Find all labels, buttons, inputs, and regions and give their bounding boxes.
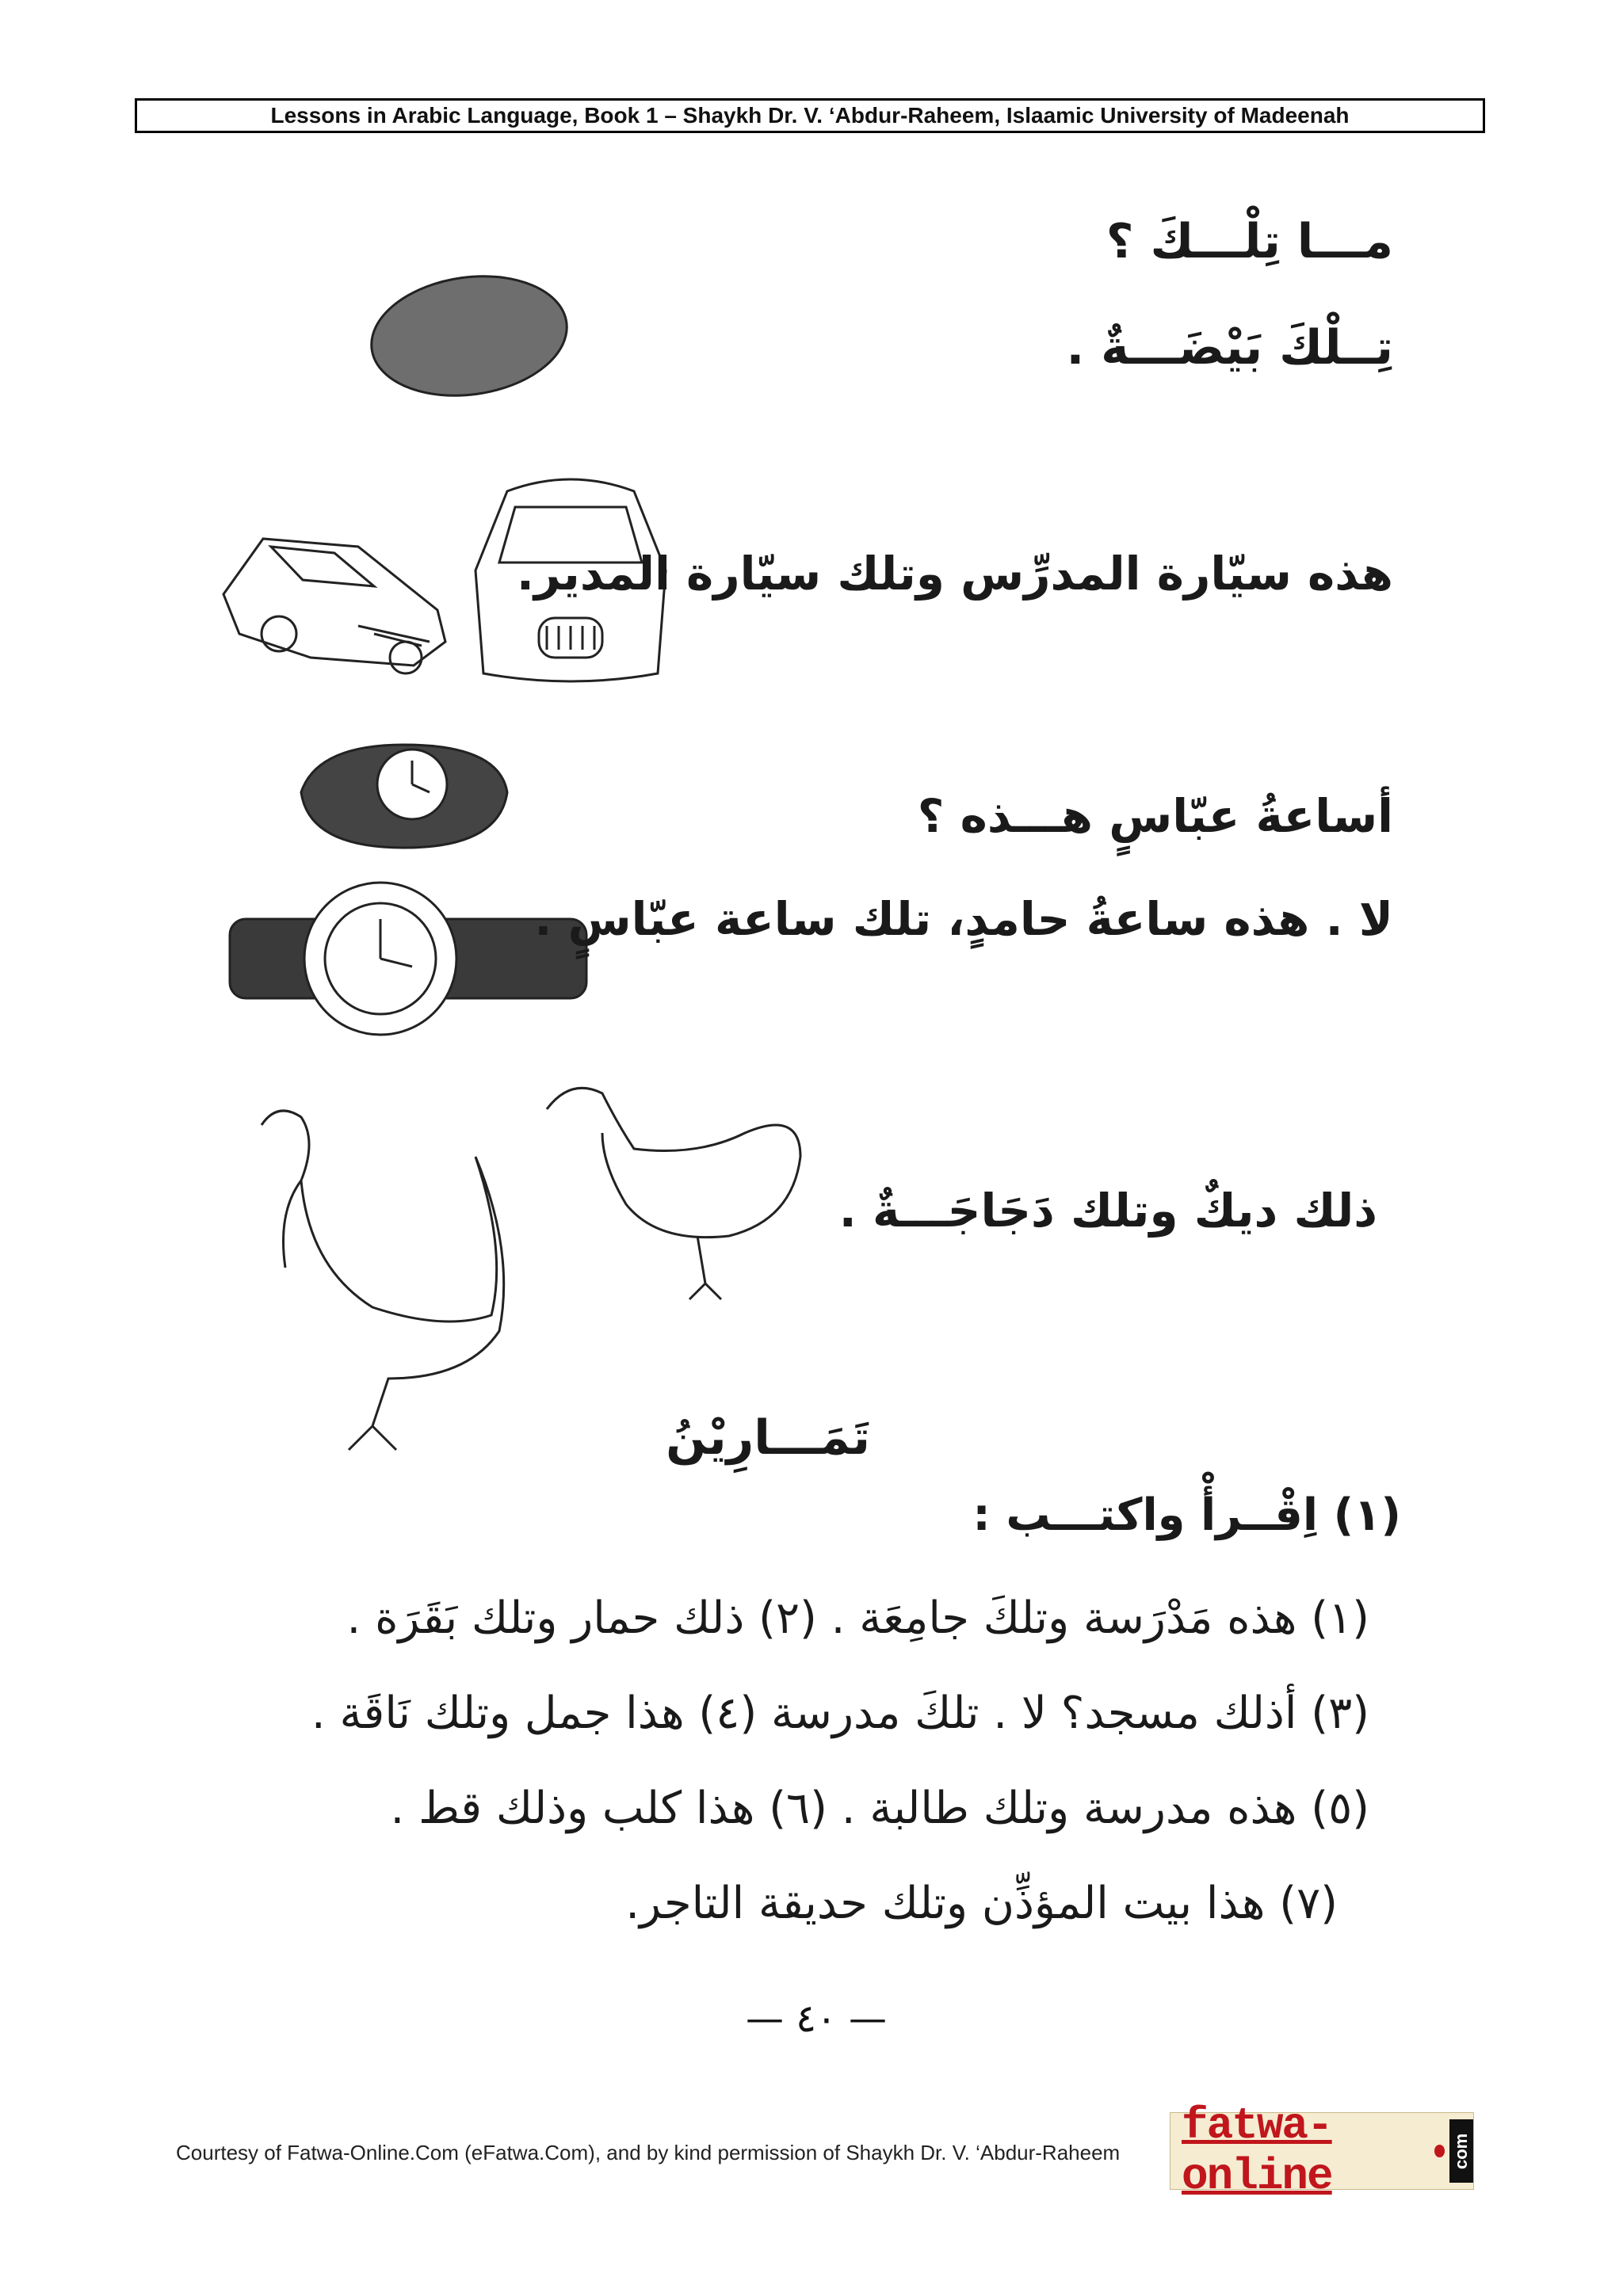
logo-com-badge: com (1449, 2119, 1473, 2183)
sentence-chickens: ذلك ديكٌ وتلك دَجَاجَـــةٌ . (838, 1184, 1377, 1238)
rooster-illustration (230, 1093, 523, 1458)
exercise-instruction: (١) اِقْــرأْ واكتـــب : (972, 1489, 1401, 1541)
answer-watch: لا . هذه ساعةُ حامدٍ، تلك ساعة عبّاسٍ . (534, 892, 1393, 946)
question-what-is-that: مـــا تِلْـــكَ ؟ (1106, 214, 1393, 269)
exercise-line-3: (٥) هذه مدرسة وتلك طالبة . (٦) هذا كلب وذلك قط . (390, 1783, 1369, 1834)
logo-dot-icon (1434, 2145, 1445, 2157)
egg-illustration (366, 273, 572, 399)
fatwa-online-logo[interactable] (1170, 2100, 1474, 2202)
wristwatch-small-illustration (285, 729, 523, 864)
question-whose-watch: أساعةُ عبّاسٍ هـــذه ؟ (917, 789, 1393, 843)
exercises-heading: تَمَـــارِيْنُ (666, 1410, 870, 1466)
exercise-line-2: (٣) أذلك مسجد؟ لا . تلكَ مدرسة (٤) هذا جمل وتلك نَاقَة . (311, 1688, 1369, 1739)
exercise-line-1: (١) هذه مَدْرَسة وتلكَ جامِعَة . (٢) ذلك حمار وتلك بَقَرَة . (346, 1592, 1369, 1644)
sentence-cars: هذه سيّارة المدرِّس وتلك سيّارة المدير. (516, 547, 1393, 601)
car-side-illustration (216, 507, 453, 681)
answer-egg: تِــلْكَ بَيْضَـــةٌ . (1066, 320, 1393, 376)
page-number: — ٤٠ — (745, 1997, 888, 2041)
exercise-line-4: (٧) هذا بيت المؤذِّن وتلك حديقة التاجر. (625, 1878, 1338, 1929)
hen-illustration (539, 1062, 808, 1307)
logo-text: fatwa-online (1182, 2100, 1332, 2202)
document-header: Lessons in Arabic Language, Book 1 – Shaykh Dr. V. ‘Abdur-Raheem, Islaamic University of Madeenah (135, 98, 1485, 133)
footer-credit: Courtesy of Fatwa-Online.Com (eFatwa.Com), and by kind permission of Shaykh Dr. V. ‘Abdur-Raheem (176, 2141, 1121, 2164)
